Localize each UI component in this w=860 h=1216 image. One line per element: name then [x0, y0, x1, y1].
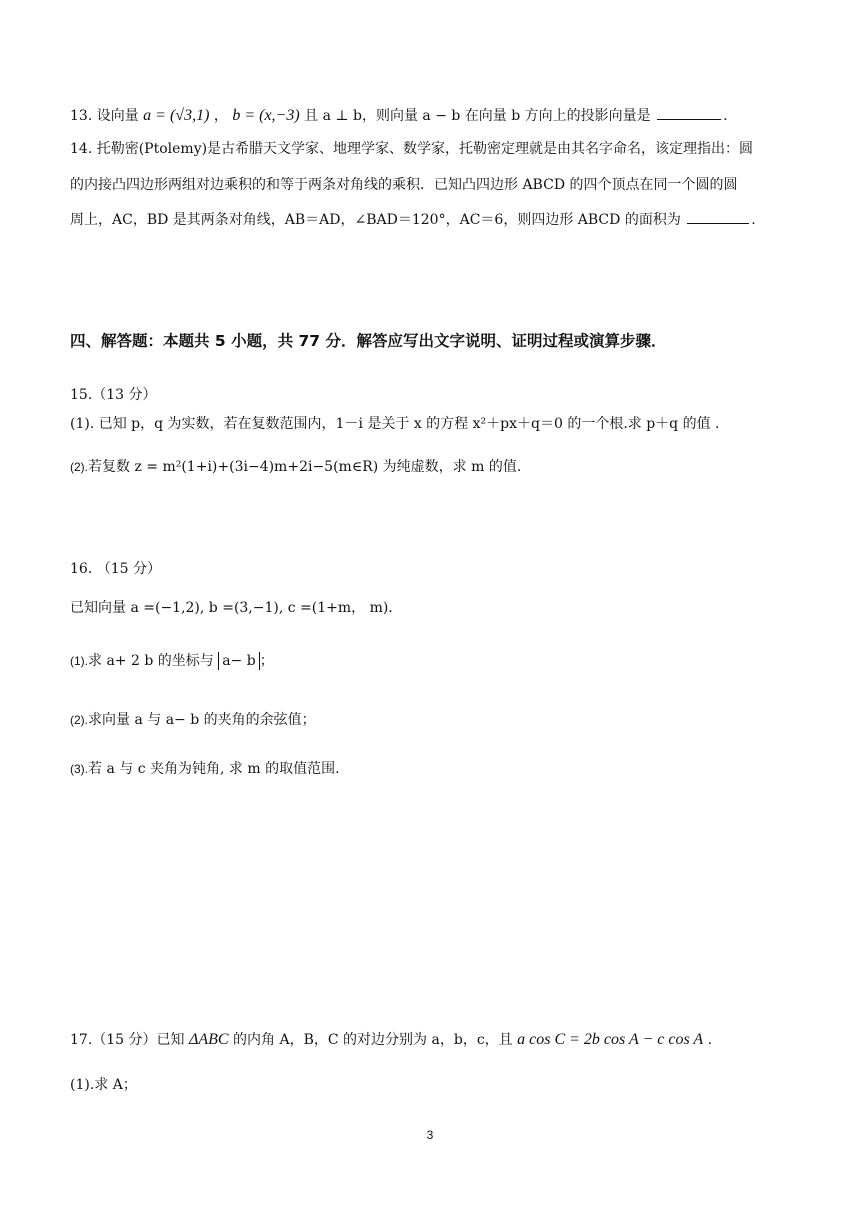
q17-triangle: ΔABC — [188, 1031, 229, 1048]
q13-prefix: 13. 设向量 — [70, 108, 139, 124]
q14-line-3-text: 周上，AC，BD 是其两条对角线，AB＝AD，∠BAD＝120°，AC＝6，则四边形 ABCD 的面积为 — [70, 212, 681, 228]
question-15-header: 15.（13 分） — [70, 387, 157, 403]
part-label: (2). — [70, 460, 88, 474]
question-14-line-1: 14. 托勒密(Ptolemy)是古希腊天文学家、地理学家、数学家，托勒密定理就是由其名字命名，该定理指出：圆 — [70, 141, 754, 157]
question-16-header: 16. （15 分） — [70, 561, 161, 577]
q17-end: . — [707, 1032, 713, 1048]
q15-part-2-text: 若复数 z = m²(1+i)+(3i−4)m+2i−5(m∈R) 为纯虚数，求 m 的值. — [88, 459, 522, 475]
q13-condition: 且 a ⊥ b，则向量 a − b 在向量 b 方向上的投影向量是 — [304, 108, 651, 124]
question-16-given: 已知向量 a =(−1,2), b =(3,−1), c =(1+m， m)． — [70, 600, 403, 616]
q17-header: 17.（15 分）已知 — [70, 1032, 185, 1048]
magnitude-expression: a− b — [218, 652, 260, 670]
q16-part-3-text: 若 a 与 c 夹角为钝角, 求 m 的取值范围. — [88, 761, 340, 777]
q16-part-2-text: 求向量 a 与 a− b 的夹角的余弦值； — [88, 712, 316, 728]
question-16-part-2 — [70, 710, 316, 730]
question-15-part-1: (1). 已知 p，q 为实数，若在复数范围内，1－i 是关于 x 的方程 x²＋px＋q＝0 的一个根.求 p＋q 的值 . — [70, 416, 720, 432]
question-15-part-2 — [70, 457, 521, 477]
question-17-part-1: (1).求 A； — [70, 1077, 137, 1093]
part-label: (1). — [70, 654, 88, 668]
question-14-line-2: 的内接凸四边形两组对边乘积的和等于两条对角线的乘积．已知凸四边形 ABCD 的四个顶点在同一个圆的圆 — [70, 177, 738, 193]
question-13 — [70, 106, 728, 126]
part-label: (2). — [70, 713, 88, 727]
q16-part-1-end: ； — [259, 653, 274, 669]
q13-end: . — [723, 108, 728, 124]
q14-answer-blank — [687, 210, 749, 224]
question-14-line-3 — [70, 210, 756, 230]
q13-vector-b: b = (x,−3) — [232, 107, 300, 124]
part-label: (3). — [70, 762, 88, 776]
q13-vector-a: a = (√3,1) — [143, 107, 210, 124]
question-16-part-1 — [70, 651, 274, 671]
question-16-part-3 — [70, 759, 340, 779]
q16-part-1-text: 求 a+ 2 b 的坐标与 — [88, 653, 214, 669]
page-number: 3 — [426, 1128, 434, 1142]
q17-equation: a cos C = 2b cos A − c cos A — [517, 1031, 704, 1048]
q17-middle: 的内角 A，B，C 的对边分别为 a，b，c，且 — [233, 1032, 513, 1048]
section-heading: 四、解答题：本题共 5 小题，共 77 分．解答应写出文字说明、证明过程或演算步骤． — [70, 332, 667, 350]
q13-separator: ， — [213, 108, 228, 124]
q13-answer-blank — [657, 106, 721, 120]
question-17 — [70, 1030, 712, 1050]
q14-end: . — [751, 212, 756, 228]
